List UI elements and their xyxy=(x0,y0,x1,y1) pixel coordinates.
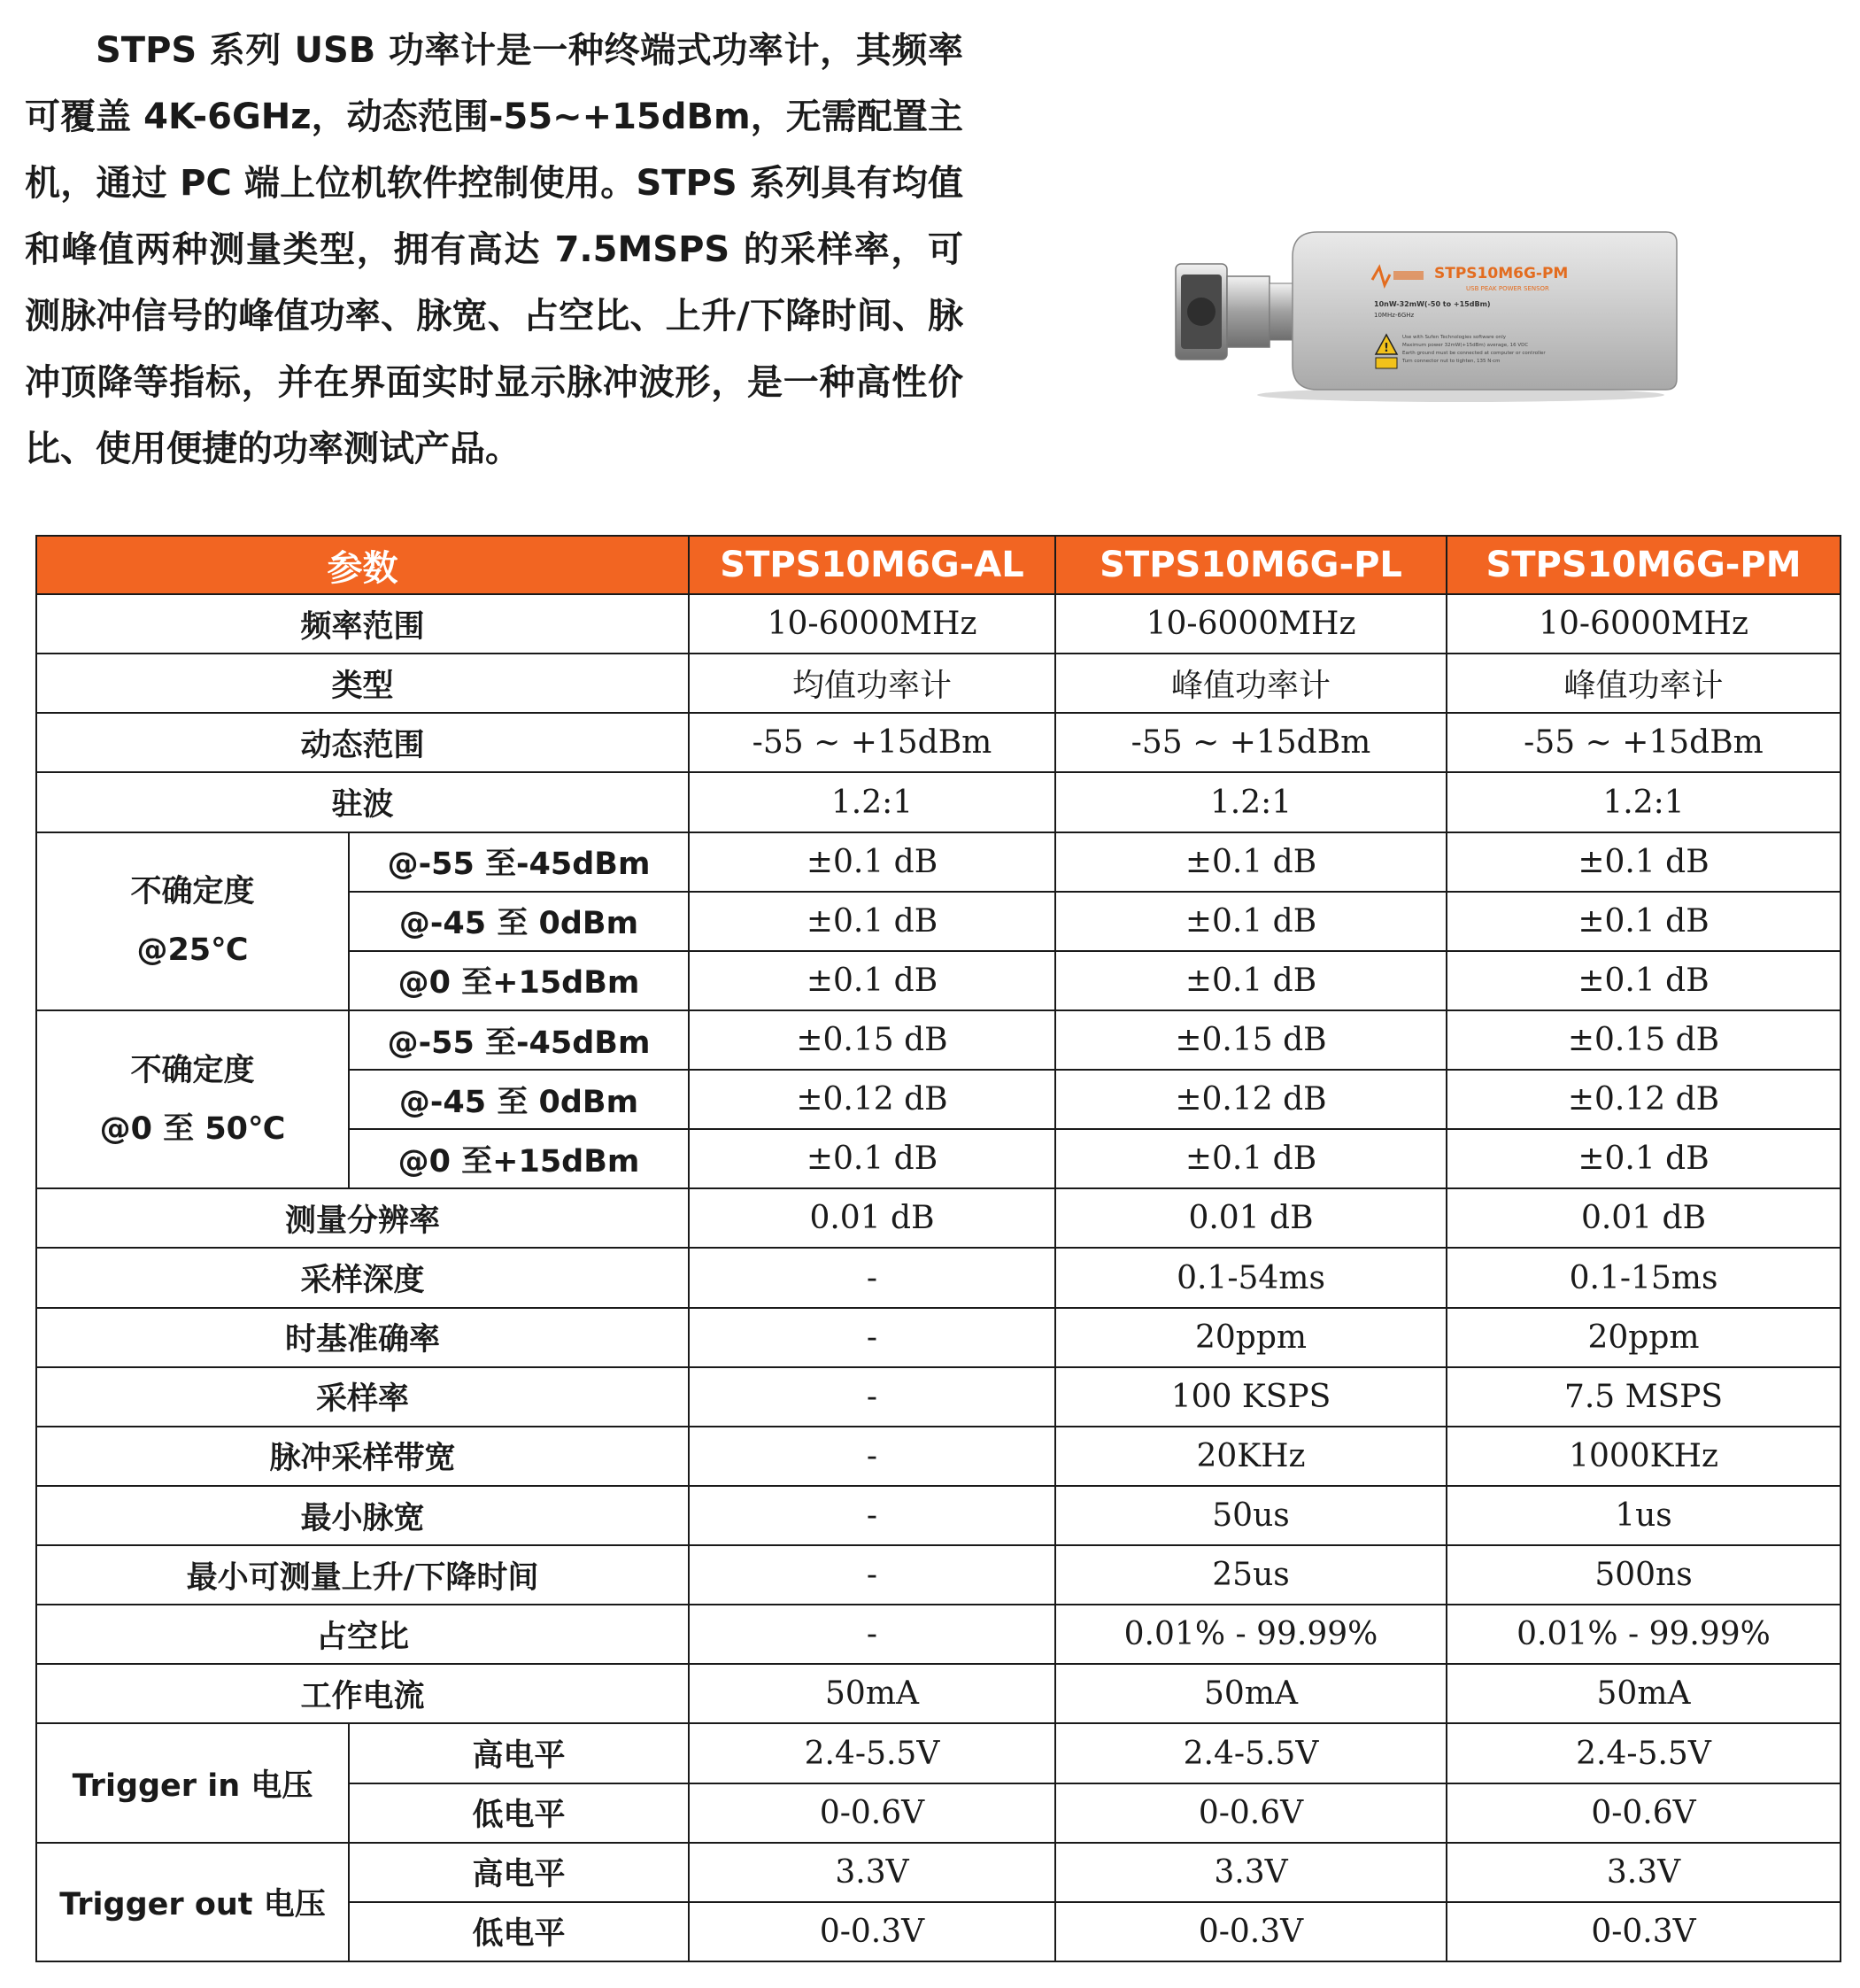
cell-pl: 0.01 dB xyxy=(1055,1188,1447,1248)
cell-al: - xyxy=(689,1367,1055,1427)
cell-pl: 峰值功率计 xyxy=(1055,654,1447,713)
sub-label: @0 至+15dBm xyxy=(349,1129,689,1188)
table-row xyxy=(36,832,1841,892)
cell-pm: 0.01% - 99.99% xyxy=(1447,1605,1841,1664)
cell-al: -55 ~ +15dBm xyxy=(689,713,1055,772)
table-row xyxy=(36,1248,1841,1307)
table-row xyxy=(36,1723,1841,1783)
sub-label: 低电平 xyxy=(349,1902,689,1961)
cell-al: 0-0.6V xyxy=(689,1783,1055,1843)
cell-al: ±0.12 dB xyxy=(689,1070,1055,1129)
group-label-line: 不确定度 xyxy=(130,874,255,910)
cell-pm: 0-0.3V xyxy=(1447,1902,1841,1961)
cell-pm: ±0.1 dB xyxy=(1447,832,1841,892)
cell-al: ±0.1 dB xyxy=(689,892,1055,951)
table-header-row xyxy=(36,536,1841,594)
row-label: 最小脉宽 xyxy=(36,1486,689,1545)
table-row xyxy=(36,1427,1841,1486)
table-row xyxy=(36,1308,1841,1367)
cell-pl: -55 ~ +15dBm xyxy=(1055,713,1447,772)
row-label: 测量分辨率 xyxy=(36,1188,689,1248)
cell-pm: ±0.1 dB xyxy=(1447,1129,1841,1188)
table-row xyxy=(36,713,1841,772)
cell-pl: ±0.15 dB xyxy=(1055,1010,1447,1070)
row-label: 占空比 xyxy=(36,1605,689,1664)
cell-al: ±0.15 dB xyxy=(689,1010,1055,1070)
cell-pm: 0.01 dB xyxy=(1447,1188,1841,1248)
cell-pl: 20KHz xyxy=(1055,1427,1447,1486)
label-model: STPS10M6G-PM xyxy=(1434,265,1569,282)
cell-pl: 0-0.6V xyxy=(1055,1783,1447,1843)
table-row xyxy=(36,1486,1841,1545)
table-row xyxy=(36,1367,1841,1427)
cell-pl: 2.4-5.5V xyxy=(1055,1723,1447,1783)
cell-al: 均值功率计 xyxy=(689,654,1055,713)
table-row xyxy=(36,654,1841,713)
row-label: 最小可测量上升/下降时间 xyxy=(36,1545,689,1605)
sub-label: 高电平 xyxy=(349,1723,689,1783)
cell-pm: 0-0.6V xyxy=(1447,1783,1841,1843)
cell-al: 0.01 dB xyxy=(689,1188,1055,1248)
sub-label: @-45 至 0dBm xyxy=(349,1070,689,1129)
cell-al: 10-6000MHz xyxy=(689,594,1055,654)
intro-paragraph: STPS 系列 USB 功率计是一种终端式功率计，其频率可覆盖 4K-6GHz，动态范围-55~+15dBm，无需配置主机，通过 PC 端上位机软件控制使用。STPS 系列具有均值和峰值两种测量类型，拥有高达 7.5MSPS 的采样率，可测脉冲信号的峰值功率、脉宽、占空比、上升/下降时间、脉冲顶降等指标，并在界面实时显示脉冲波形，是一种高性价比、使用便捷的功率测试产品。 xyxy=(25,30,963,469)
sub-label: @-45 至 0dBm xyxy=(349,892,689,951)
cell-al: 2.4-5.5V xyxy=(689,1723,1055,1783)
cell-pm: 50mA xyxy=(1447,1664,1841,1723)
row-label: 频率范围 xyxy=(36,594,689,654)
cell-pl: 100 KSPS xyxy=(1055,1367,1447,1427)
cell-pm: ±0.15 dB xyxy=(1447,1010,1841,1070)
sub-label: @0 至+15dBm xyxy=(349,951,689,1010)
sub-label: 低电平 xyxy=(349,1783,689,1843)
cell-pm: 500ns xyxy=(1447,1545,1841,1605)
cell-pl: 0.01% - 99.99% xyxy=(1055,1605,1447,1664)
cell-al: ±0.1 dB xyxy=(689,832,1055,892)
group-label-uncertainty-25c xyxy=(36,832,349,1010)
group-label-line: @25℃ xyxy=(136,932,249,969)
label-note-4: Turn connector nut to tighten, 135 N·cm xyxy=(1402,359,1501,364)
header-model-pm: STPS10M6G-PM xyxy=(1447,536,1841,594)
sub-label: 高电平 xyxy=(349,1843,689,1902)
cell-al: 50mA xyxy=(689,1664,1055,1723)
cell-pm: ±0.12 dB xyxy=(1447,1070,1841,1129)
cell-al: - xyxy=(689,1545,1055,1605)
row-label: 时基准确率 xyxy=(36,1308,689,1367)
cell-pl: 0-0.3V xyxy=(1055,1902,1447,1961)
cell-pm: 1us xyxy=(1447,1486,1841,1545)
cell-pl: ±0.1 dB xyxy=(1055,892,1447,951)
row-label: 采样率 xyxy=(36,1367,689,1427)
label-subtitle: USB PEAK POWER SENSOR xyxy=(1466,285,1549,292)
cell-pm: ±0.1 dB xyxy=(1447,951,1841,1010)
cell-pm: 10-6000MHz xyxy=(1447,594,1841,654)
cell-al: 0-0.3V xyxy=(689,1902,1055,1961)
header-model-al: STPS10M6G-AL xyxy=(689,536,1055,594)
cell-pl: 0.1-54ms xyxy=(1055,1248,1447,1307)
label-note-2: Maximum power 32mW(+15dBm) average, 16 VDC xyxy=(1402,343,1529,348)
cell-pl: ±0.1 dB xyxy=(1055,951,1447,1010)
label-note-1: Use with Sufen Technologies software only xyxy=(1402,335,1507,340)
cell-pm: 峰值功率计 xyxy=(1447,654,1841,713)
cell-al: - xyxy=(689,1308,1055,1367)
cell-pm: -55 ~ +15dBm xyxy=(1447,713,1841,772)
cell-al: - xyxy=(689,1427,1055,1486)
cell-pl: 50us xyxy=(1055,1486,1447,1545)
table-row xyxy=(36,1605,1841,1664)
cell-pl: 20ppm xyxy=(1055,1308,1447,1367)
cell-pm: 3.3V xyxy=(1447,1843,1841,1902)
cell-pm: ±0.1 dB xyxy=(1447,892,1841,951)
cell-pm: 7.5 MSPS xyxy=(1447,1367,1841,1427)
cell-pl: ±0.12 dB xyxy=(1055,1070,1447,1129)
cell-pl: 50mA xyxy=(1055,1664,1447,1723)
table-row xyxy=(36,594,1841,654)
group-label-trigger-out: Trigger out 电压 xyxy=(36,1843,349,1961)
cell-pm: 2.4-5.5V xyxy=(1447,1723,1841,1783)
cell-pm: 20ppm xyxy=(1447,1308,1841,1367)
row-label: 驻波 xyxy=(36,772,689,832)
power-sensor-product-image xyxy=(1169,221,1678,407)
group-label-line: 不确定度 xyxy=(130,1052,255,1088)
label-note-3: Earth ground must be connected at computer or controller xyxy=(1402,351,1546,356)
spec-table xyxy=(35,535,1841,1962)
group-label-line: @0 至 50℃ xyxy=(99,1110,286,1147)
row-label: 类型 xyxy=(36,654,689,713)
cell-al: 3.3V xyxy=(689,1843,1055,1902)
label-spec-range: 10nW-32mW(-50 to +15dBm) xyxy=(1374,300,1491,308)
cell-al: - xyxy=(689,1486,1055,1545)
row-label: 脉冲采样带宽 xyxy=(36,1427,689,1486)
table-row xyxy=(36,1188,1841,1248)
row-label: 采样深度 xyxy=(36,1248,689,1307)
cell-pl: 25us xyxy=(1055,1545,1447,1605)
table-row xyxy=(36,1664,1841,1723)
sub-label: @-55 至-45dBm xyxy=(349,832,689,892)
table-row xyxy=(36,772,1841,832)
row-label: 工作电流 xyxy=(36,1664,689,1723)
cell-al: 1.2:1 xyxy=(689,772,1055,832)
group-label-uncertainty-0-50c xyxy=(36,1010,349,1188)
cell-pm: 1000KHz xyxy=(1447,1427,1841,1486)
cell-al: - xyxy=(689,1605,1055,1664)
sub-label: @-55 至-45dBm xyxy=(349,1010,689,1070)
cell-pm: 0.1-15ms xyxy=(1447,1248,1841,1307)
cell-pm: 1.2:1 xyxy=(1447,772,1841,832)
cell-pl: ±0.1 dB xyxy=(1055,1129,1447,1188)
header-param: 参数 xyxy=(36,536,689,594)
cell-al: - xyxy=(689,1248,1055,1307)
table-row xyxy=(36,1843,1841,1902)
cell-pl: 10-6000MHz xyxy=(1055,594,1447,654)
table-row xyxy=(36,1010,1841,1070)
header-model-pl: STPS10M6G-PL xyxy=(1055,536,1447,594)
cell-pl: ±0.1 dB xyxy=(1055,832,1447,892)
cell-al: ±0.1 dB xyxy=(689,1129,1055,1188)
svg-text:!: ! xyxy=(1384,342,1389,355)
cell-pl: 3.3V xyxy=(1055,1843,1447,1902)
table-row xyxy=(36,1545,1841,1605)
cell-pl: 1.2:1 xyxy=(1055,772,1447,832)
label-spec-freq: 10MHz-6GHz xyxy=(1374,312,1415,319)
row-label: 动态范围 xyxy=(36,713,689,772)
cell-al: ±0.1 dB xyxy=(689,951,1055,1010)
group-label-trigger-in: Trigger in 电压 xyxy=(36,1723,349,1842)
